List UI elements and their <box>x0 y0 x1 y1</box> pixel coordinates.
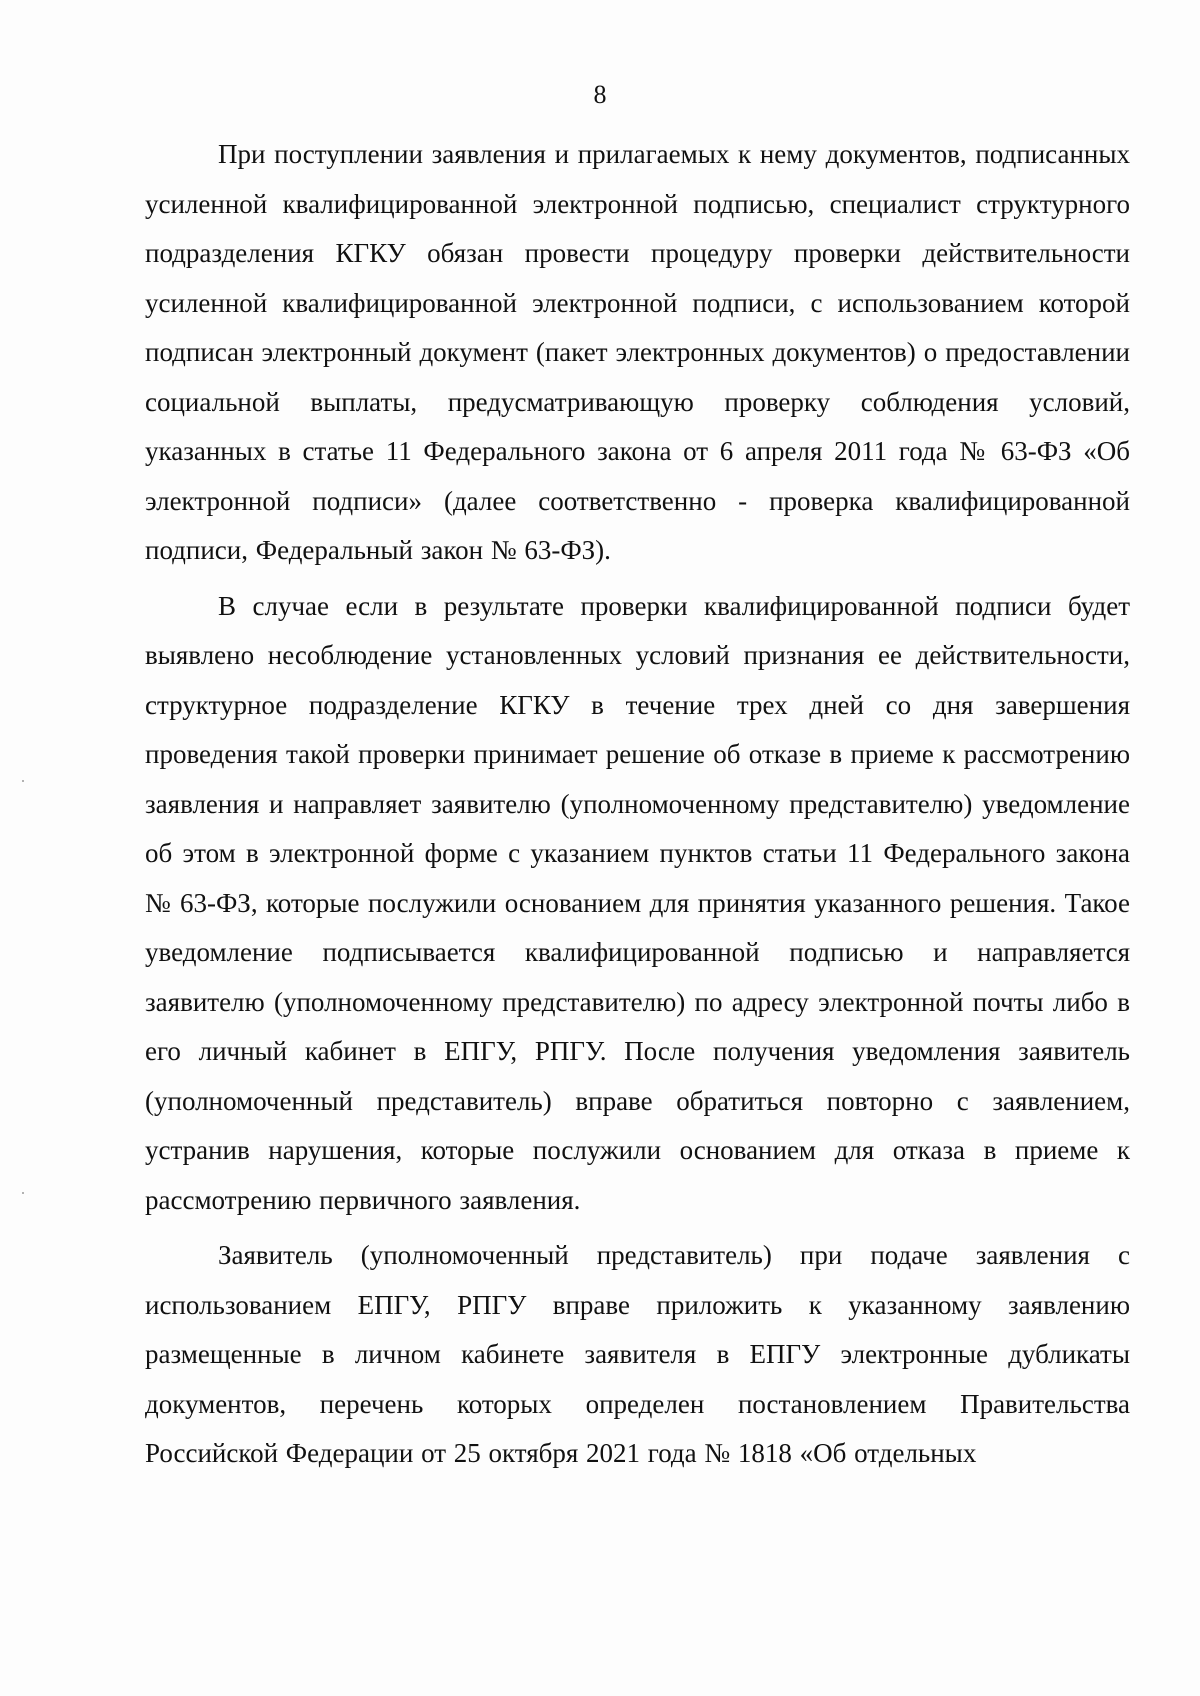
paragraph-electronic-duplicates: Заявитель (уполномоченный представитель) при подаче заявления с использованием ЕПГУ, РПГУ вправе приложить к указанному заявлению размещенные в личном кабинете заявителя в ЕПГУ электронные дубликаты документов, перечень которых определен постановлением Правительства Российской Федерации от 25 октября 2021 года № 1818 «Об отдельных <box>145 1240 1130 1468</box>
paragraph-refusal-notice: В случае если в результате проверки квалифицированной подписи будет выявлено несоблюдение установленных условий признания ее действительности, структурное подразделение КГКУ в течение трех дней со дня завершения проведения такой проверки принимает решение об отказе в приеме к рассмотрению заявления и направляет заявителю (уполномоченному представителю) уведомление об этом в электронной форме с указанием пунктов статьи 11 Федерального закона № 63-ФЗ, которые послужили основанием для принятия указанного решения. Такое уведомление подписывается квалифицированной подписью и направляется заявителю (уполномоченному представителю) по адресу электронной почты либо в его личный кабинет в ЕПГУ, РПГУ. После получения уведомления заявитель (уполномоченный представитель) вправе обратиться повторно с заявлением, устранив нарушения, которые послужили основанием для отказа в приеме к рассмотрению первичного заявления. <box>145 590 1130 1215</box>
scan-speck <box>22 1192 24 1194</box>
scan-speck <box>22 780 24 782</box>
document-body <box>145 130 1130 1485</box>
paragraph-qualified-signature-check: При поступлении заявления и прилагаемых к нему документов, подписанных усиленной квалифицированной электронной подписью, специалист структурного подразделения КГКУ обязан провести процедуру проверки действительности усиленной квалифицированной электронной подписи, с использованием которой подписан электронный документ (пакет электронных документов) о предоставлении социальной выплаты, предусматривающую проверку соблюдения условий, указанных в статье 11 Федерального закона от 6 апреля 2011 года № 63-ФЗ «Об электронной подписи» (далее соответственно - проверка квалифицированной подписи, Федеральный закон № 63-ФЗ). <box>145 139 1130 565</box>
page-number: 8 <box>593 80 607 109</box>
